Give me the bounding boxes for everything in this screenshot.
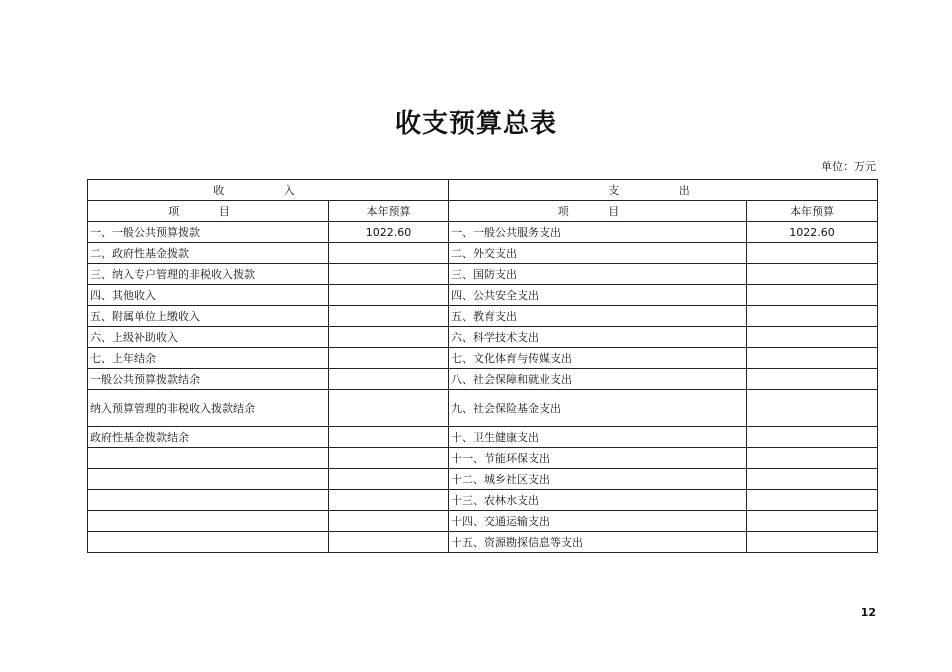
- table-row: [88, 306, 878, 327]
- table-row: [88, 222, 878, 243]
- income-value-cell: [329, 448, 449, 469]
- income-item-cell: 二、政府性基金拨款: [88, 243, 329, 264]
- income-item-cell: 一、一般公共预算拨款: [88, 222, 329, 243]
- expense-item-cell: 三、国防支出: [449, 264, 747, 285]
- expense-item-cell: 八、社会保障和就业支出: [449, 369, 747, 390]
- income-item-cell: [88, 511, 329, 532]
- income-value-cell: [329, 490, 449, 511]
- table-row: [88, 532, 878, 553]
- income-item-header: 项 目: [88, 201, 329, 222]
- income-item-cell: 七、上年结余: [88, 348, 329, 369]
- expense-value-cell: [747, 306, 878, 327]
- expense-item-cell: 十五、资源勘探信息等支出: [449, 532, 747, 553]
- income-value-cell: [329, 285, 449, 306]
- income-value-cell: [329, 264, 449, 285]
- table-row: [88, 511, 878, 532]
- expense-value-cell: [747, 264, 878, 285]
- expense-item-cell: 四、公共安全支出: [449, 285, 747, 306]
- expense-item-cell: 七、文化体育与传媒支出: [449, 348, 747, 369]
- table-row: [88, 490, 878, 511]
- page-number: 12: [860, 606, 876, 619]
- expense-value-cell: [747, 348, 878, 369]
- expense-value-cell: 1022.60: [747, 222, 878, 243]
- table-row: [88, 348, 878, 369]
- page-title: 收支预算总表: [394, 109, 557, 139]
- income-item-cell: 六、上级补助收入: [88, 327, 329, 348]
- income-value-cell: [329, 532, 449, 553]
- income-item-cell: 纳入预算管理的非税收入拨款结余: [88, 390, 329, 427]
- expense-value-cell: [747, 511, 878, 532]
- income-item-cell: [88, 469, 329, 490]
- expense-value-cell: [747, 427, 878, 448]
- expense-item-cell: 九、社会保险基金支出: [449, 390, 747, 427]
- column-header-row: [88, 201, 878, 222]
- income-item-cell: 四、其他收入: [88, 285, 329, 306]
- income-item-cell: 三、纳入专户管理的非税收入拨款: [88, 264, 329, 285]
- expense-item-cell: 十一、节能环保支出: [449, 448, 747, 469]
- expense-value-cell: [747, 490, 878, 511]
- expense-value-cell: [747, 327, 878, 348]
- income-item-cell: 一般公共预算拨款结余: [88, 369, 329, 390]
- income-item-cell: 政府性基金拨款结余: [88, 427, 329, 448]
- income-item-cell: [88, 532, 329, 553]
- table-row: [88, 427, 878, 448]
- income-section-header: 收 入: [88, 180, 449, 201]
- expense-value-cell: [747, 469, 878, 490]
- income-value-cell: [329, 511, 449, 532]
- income-value-cell: [329, 469, 449, 490]
- income-value-cell: [329, 348, 449, 369]
- income-value-cell: [329, 243, 449, 264]
- expense-item-cell: 二、外交支出: [449, 243, 747, 264]
- expense-item-cell: 一、一般公共服务支出: [449, 222, 747, 243]
- table-row: [88, 469, 878, 490]
- expense-item-cell: 十二、城乡社区支出: [449, 469, 747, 490]
- income-item-cell: [88, 490, 329, 511]
- expense-budget-header: 本年预算: [747, 201, 878, 222]
- expense-value-cell: [747, 448, 878, 469]
- section-header-row: [88, 180, 878, 201]
- table-row: [88, 264, 878, 285]
- table-row: [88, 390, 878, 427]
- income-value-cell: [329, 390, 449, 427]
- expense-item-cell: 十、卫生健康支出: [449, 427, 747, 448]
- table-row: [88, 285, 878, 306]
- expense-value-cell: [747, 532, 878, 553]
- income-value-cell: [329, 369, 449, 390]
- expense-item-header: 项 目: [449, 201, 747, 222]
- table-row: [88, 327, 878, 348]
- unit-label: 单位：万元: [821, 160, 876, 173]
- expense-value-cell: [747, 243, 878, 264]
- expense-value-cell: [747, 369, 878, 390]
- income-value-cell: 1022.60: [329, 222, 449, 243]
- income-value-cell: [329, 327, 449, 348]
- table-row: [88, 369, 878, 390]
- expense-value-cell: [747, 285, 878, 306]
- income-item-cell: 五、附属单位上缴收入: [88, 306, 329, 327]
- expense-item-cell: 五、教育支出: [449, 306, 747, 327]
- expense-item-cell: 十四、交通运输支出: [449, 511, 747, 532]
- expense-section-header: 支 出: [449, 180, 878, 201]
- expense-value-cell: [747, 390, 878, 427]
- income-value-cell: [329, 427, 449, 448]
- table-row: [88, 243, 878, 264]
- income-value-cell: [329, 306, 449, 327]
- budget-summary-table: [87, 179, 878, 553]
- expense-item-cell: 六、科学技术支出: [449, 327, 747, 348]
- expense-item-cell: 十三、农林水支出: [449, 490, 747, 511]
- income-budget-header: 本年预算: [329, 201, 449, 222]
- income-item-cell: [88, 448, 329, 469]
- table-row: [88, 448, 878, 469]
